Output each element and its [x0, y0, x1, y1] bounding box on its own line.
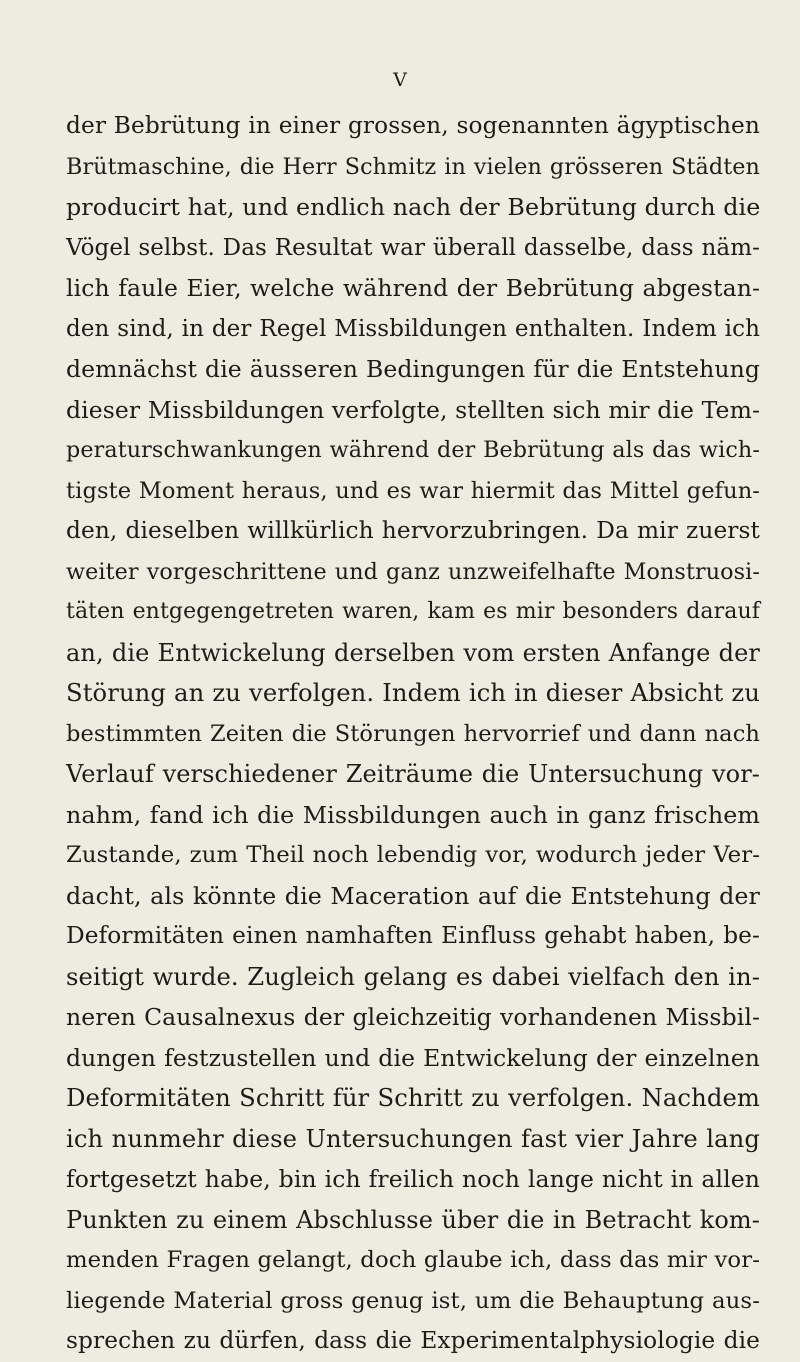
text-line: lich faule Eier, welche während der Bebrütung abgestan-	[66, 274, 760, 302]
body-text	[66, 106, 760, 1362]
text-line: den, dieselben willkürlich hervorzubringen. Da mir zuerst	[66, 517, 760, 544]
text-line: demnächst die äusseren Bedingungen für die Entstehung	[66, 355, 760, 383]
text-line: Zustande, zum Theil noch lebendig vor, wodurch jeder Ver-	[66, 842, 760, 868]
text-line: fortgesetzt habe, bin ich freilich noch lange nicht in allen	[66, 1165, 760, 1193]
text-line: sprechen zu dürfen, dass die Experimentalphysiologie die	[66, 1327, 760, 1354]
text-line: den sind, in der Regel Missbildungen enthalten. Indem ich	[66, 315, 760, 342]
text-line: Deformitäten einen namhaften Einfluss gehabt haben, be-	[66, 922, 760, 949]
text-line: weiter vorgeschrittene und ganz unzweifelhafte Monstruosi-	[66, 558, 760, 585]
text-line: bestimmten Zeiten die Störungen hervorrief und dann nach	[66, 720, 760, 747]
text-line: nahm, fand ich die Missbildungen auch in ganz frischem	[66, 800, 760, 829]
text-line: producirt hat, und endlich nach der Bebrütung durch die	[66, 193, 761, 221]
text-line: Vögel selbst. Das Resultat war überall dasselbe, dass näm-	[66, 234, 760, 261]
text-line: der Bebrütung in einer grossen, sogenannten ägyptischen	[66, 112, 760, 139]
text-line: tigste Moment heraus, und es war hiermit das Mittel gefun-	[66, 477, 760, 504]
text-line: täten entgegengetreten waren, kam es mir besonders darauf	[66, 599, 760, 624]
text-line: an, die Entwickelung derselben vom ersten Anfange der	[66, 638, 760, 667]
text-line: Störung an zu verfolgen. Indem ich in dieser Absicht zu	[66, 678, 760, 707]
text-line: dieser Missbildungen verfolgte, stellten sich mir die Tem-	[66, 395, 760, 424]
text-line: ich nunmehr diese Untersuchungen fast vier Jahre lang	[66, 1123, 760, 1153]
text-line: peraturschwankungen während der Bebrütung als das wich-	[66, 437, 760, 463]
text-line: liegende Material gross genug ist, um die Behauptung aus-	[66, 1287, 760, 1314]
text-line: seitigt wurde. Zugleich gelang es dabei vielfach den in-	[66, 961, 760, 991]
text-line: Deformitäten Schritt für Schritt zu verfolgen. Nachdem	[66, 1083, 760, 1112]
text-line: Verlauf verschiedener Zeiträume die Untersuchung vor-	[66, 760, 760, 788]
text-line: neren Causalnexus der gleichzeitig vorhandenen Missbil-	[66, 1003, 760, 1031]
page-number: V	[393, 69, 407, 91]
text-line: dacht, als könnte die Maceration auf die Entstehung der	[66, 881, 760, 910]
text-line: dungen festzustellen und die Entwickelung der einzelnen	[66, 1043, 760, 1072]
text-line: Brütmaschine, die Herr Schmitz in vielen grösseren Städten	[66, 153, 760, 180]
text-line: Punkten zu einem Abschlusse über die in Betracht kom-	[66, 1205, 760, 1234]
text-line: menden Fragen gelangt, doch glaube ich, dass das mir vor-	[66, 1247, 760, 1273]
